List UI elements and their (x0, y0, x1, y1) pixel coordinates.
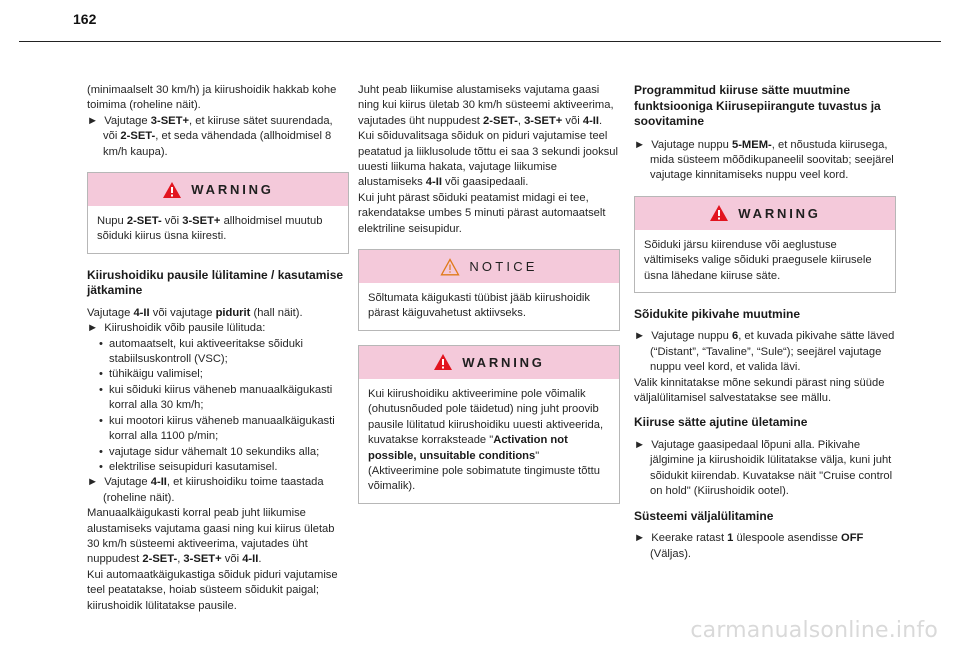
warning-title: WARNING (462, 354, 545, 370)
step-paragraph: ► Vajutage 3-SET+, et kiiruse sätet suurendada, või 2-SET-, et seda vähendada (allhoidmisel 8 km/h kaupa). (87, 114, 333, 158)
arrow-icon: ► (634, 532, 646, 545)
warning-text: Kui kiirushoidiku aktiveerimine pole võimalik (ohutusnõuded pole täidetud) ning juht proovib pausile lülitatud kiirushoidiku uuesti aktiveerida, kuvatakse korraksteade "Activation not possible, unsuitable conditions" (Aktiveerimine pole sobimatute tingimuste tõttu võimalik). (368, 387, 604, 493)
bullet-list (87, 337, 349, 476)
warning-header (359, 346, 619, 379)
section-heading: Sõidukite pikivahe muutmine (634, 306, 801, 321)
page-number: 162 (73, 11, 97, 27)
warning-header (635, 197, 895, 230)
paragraph: (minimaalselt 30 km/h) ja kiirushoidik hakkab kohe toimima (roheline näit). (87, 84, 337, 112)
warning-text: Sõiduki järsu kiirenduse või aeglustuse vältimiseks valige sõiduki praegusele kiirusele üsna lähedane kiiruse säte. (644, 238, 872, 282)
notice-box (358, 249, 620, 331)
column-2 (358, 83, 620, 504)
step-paragraph: ► Vajutage nuppu 6, et kuvada pikivahe sätte läved (“Distant”, “Tavaline”, “Sule“); seejärel vajutage nuppu veel kord, et valida lävi. (634, 330, 895, 374)
notice-text: Sõltumata käigukasti tüübist jääb kiirushoidik pärast käiguvahetust aktiivseks. (368, 292, 591, 320)
step-paragraph: ► Keerake ratast 1 ülespoole asendisse OFF (Väljas). (634, 532, 864, 560)
column-3 (634, 83, 896, 562)
warning-triangle-icon (433, 353, 453, 371)
paragraph: Vajutage 4-II või vajutage pidurit (hall näit). (87, 306, 303, 319)
list-item: • automaatselt, kui aktiveeritakse sõiduki stabiilsuskontroll (VSC); (99, 337, 349, 368)
watermark: carmanualsonline.info (690, 618, 938, 643)
arrow-icon: ► (634, 438, 646, 451)
column-1 (87, 83, 349, 614)
section-heading: Kiiruse sätte ajutine ületamine (634, 415, 808, 430)
list-item: • vajutage sidur vähemalt 10 sekundiks alla; (99, 445, 349, 460)
notice-header (359, 250, 619, 283)
paragraph: Valik kinnitatakse mõne sekundi pärast ning süüde väljalülitamisel salvestatakse see mällu. (634, 376, 885, 405)
header-rule (19, 41, 941, 42)
paragraph: Manuaalkäigukasti korral peab juht liikumise alustamiseks vajutama gaasi ning kui kiirus ületab 30 km/h süsteemi aktiveerima, vajutades üht nuppudest 2-SET-, 3-SET+ või 4-II. (87, 507, 335, 566)
section-heading: Süsteemi väljalülitamine (634, 508, 774, 523)
warning-title: WARNING (738, 205, 821, 221)
list-item: • elektrilise seisupiduri kasutamisel. (99, 460, 349, 475)
section-heading: Programmitud kiiruse sätte muutmine funktsiooniga Kiirusepiirangute tuvastus ja soovitamine (634, 83, 881, 128)
step-paragraph: ► Vajutage 4-II, et kiirushoidiku toime taastada (roheline näit). (87, 476, 324, 504)
warning-triangle-icon (709, 204, 729, 222)
arrow-icon: ► (634, 138, 646, 151)
arrow-icon: ► (87, 114, 99, 127)
warning-box (87, 172, 349, 254)
paragraph: Kui automaatkäigukastiga sõiduk piduri vajutamise teel peatatakse, hoiab süsteem sõidukit paigal; kiirushoidik lülitatakse pausile. (87, 568, 338, 612)
list-item: • kui mootori kiirus väheneb manuaalkäigukasti korral alla 1100 p/min; (99, 414, 349, 445)
notice-triangle-icon (440, 258, 460, 276)
warning-title: WARNING (191, 181, 274, 197)
list-item: • tühikäigu valimisel; (99, 367, 349, 382)
warning-box (634, 196, 896, 293)
paragraph: Kui juht pärast sõiduki peatamist midagi ei tee, rakendatakse umbes 5 minuti pärast automaatselt elektriline seisupidur. (358, 191, 606, 235)
warning-text: Nupu 2-SET- või 3-SET+ allhoidmisel muutub sõiduki kiirus üsna kiiresti. (97, 215, 323, 243)
step-paragraph: ► Kiirushoidik võib pausile lülituda: (87, 322, 266, 335)
paragraph: Kui sõiduvalitsaga sõiduk on piduri vajutamise teel peatatud ja liiklusolude tõttu ei saa 3 sekundi jooksul uuesti liikuma hakata, vajutage liikumise alustamiseks 4-II või gaasipedaali. (358, 130, 618, 189)
section-heading: Kiirushoidiku pausile lülitamine / kasutamise jätkamine (87, 267, 344, 298)
step-paragraph: ► Vajutage gaasipedaal lõpuni alla. Pikivahe jälgimine ja kiirushoidik lülitatakse välja, kuni juht sõidukit kiirendab. Kuvatakse näit "Cruise control on hold" (Kiirushoidik ootel). (634, 438, 893, 498)
paragraph: Juht peab liikumise alustamiseks vajutama gaasi ning kui kiirus ületab 30 km/h süsteemi aktiveerima, vajutades üht nuppudest 2-SET-, 3-SET+ või 4-II. (358, 84, 614, 127)
notice-title: NOTICE (469, 258, 538, 274)
arrow-icon: ► (87, 476, 99, 489)
arrow-icon: ► (87, 322, 99, 335)
warning-header (88, 173, 348, 206)
warning-triangle-icon (162, 181, 182, 199)
step-paragraph: ► Vajutage nuppu 5-MEM-, et nõustuda kiirusega, mida süsteem mõõdikupaneelil soovitab; seejärel vajutage kinnitamiseks nuppu veel kord. (634, 138, 894, 182)
list-item: • kui sõiduki kiirus väheneb manuaalkäigukasti korral alla 30 km/h; (99, 383, 349, 414)
warning-box (358, 345, 620, 504)
arrow-icon: ► (634, 330, 646, 343)
